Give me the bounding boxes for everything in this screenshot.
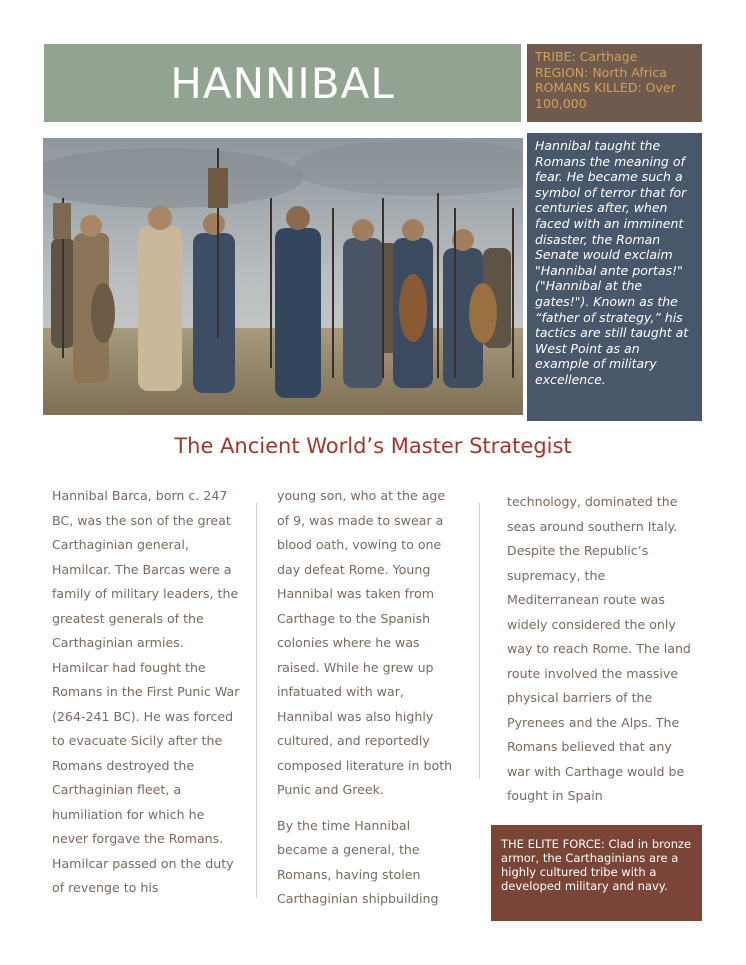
article-column-3 [507, 490, 697, 809]
quote-box [527, 133, 702, 421]
column-2-paragraph-2: By the time Hannibal became a general, the Romans, having stolen Carthaginian shipbuilding [277, 817, 439, 906]
column-divider [256, 503, 257, 898]
article-column-1 [52, 484, 244, 901]
quote-text: Hannibal taught the Romans the meaning of fear. He became such a symbol of terror that for centuries after, when faced with an imminent disaster, the Roman Senate would exclaim "Hannibal ante portas!" ("Hannibal at the gates!"). Known as the “father of strategy,” his tactics are still taught at West Point as an example of military excellence. [535, 138, 689, 387]
column-2-paragraph-1: young son, who at the age of 9, was made to swear a blood oath, vowing to one day defeat Rome. Young Hannibal was taken from Carthage to the Spanish colonies where he was raised. While he grew up infatuated with war, Hannibal was also highly cultured, and reportedly composed literature in both Punic and Greek. [277, 488, 453, 797]
column-1-text: Hannibal Barca, born c. 247 BC, was the son of the great Carthaginian general, Hamilcar. The Barcas were a family of military leaders, the greatest generals of the Carthaginian armies. Hamilcar had fought the Romans in the First Punic War (264-241 BC). He was forced to evacuate Sicily after the Romans destroyed the Carthaginian fleet, a humiliation for which he never forgave the Romans. Hamilcar passed on the duty of revenge to his [52, 488, 240, 895]
stats-box [527, 44, 702, 122]
title-banner [44, 44, 521, 122]
article-column-2 [277, 484, 461, 912]
column-divider [479, 503, 480, 779]
stat-tribe: TRIBE: Carthage [535, 49, 638, 64]
elite-force-box [491, 825, 702, 921]
stat-region: REGION: North Africa [535, 64, 667, 80]
column-3-text: technology, dominated the seas around southern Italy. Despite the Republic’s supremacy, the Mediterranean route was widely considered the only way to reach Rome. The land route involved the massive physical barriers of the Pyrenees and the Alps. The Romans believed that any war with Carthage would be fought in Spain [507, 494, 691, 803]
stat-romans-killed: ROMANS KILLED: Over 100,000 [535, 80, 676, 111]
page-title: HANNIBAL [170, 58, 395, 108]
elite-force-text: THE ELITE FORCE: Clad in bronze armor, the Carthaginians are a highly cultured tribe with a developed military and navy. [501, 837, 692, 893]
article-heading: The Ancient World’s Master Strategist [174, 434, 572, 458]
warriors-photo [43, 138, 523, 415]
